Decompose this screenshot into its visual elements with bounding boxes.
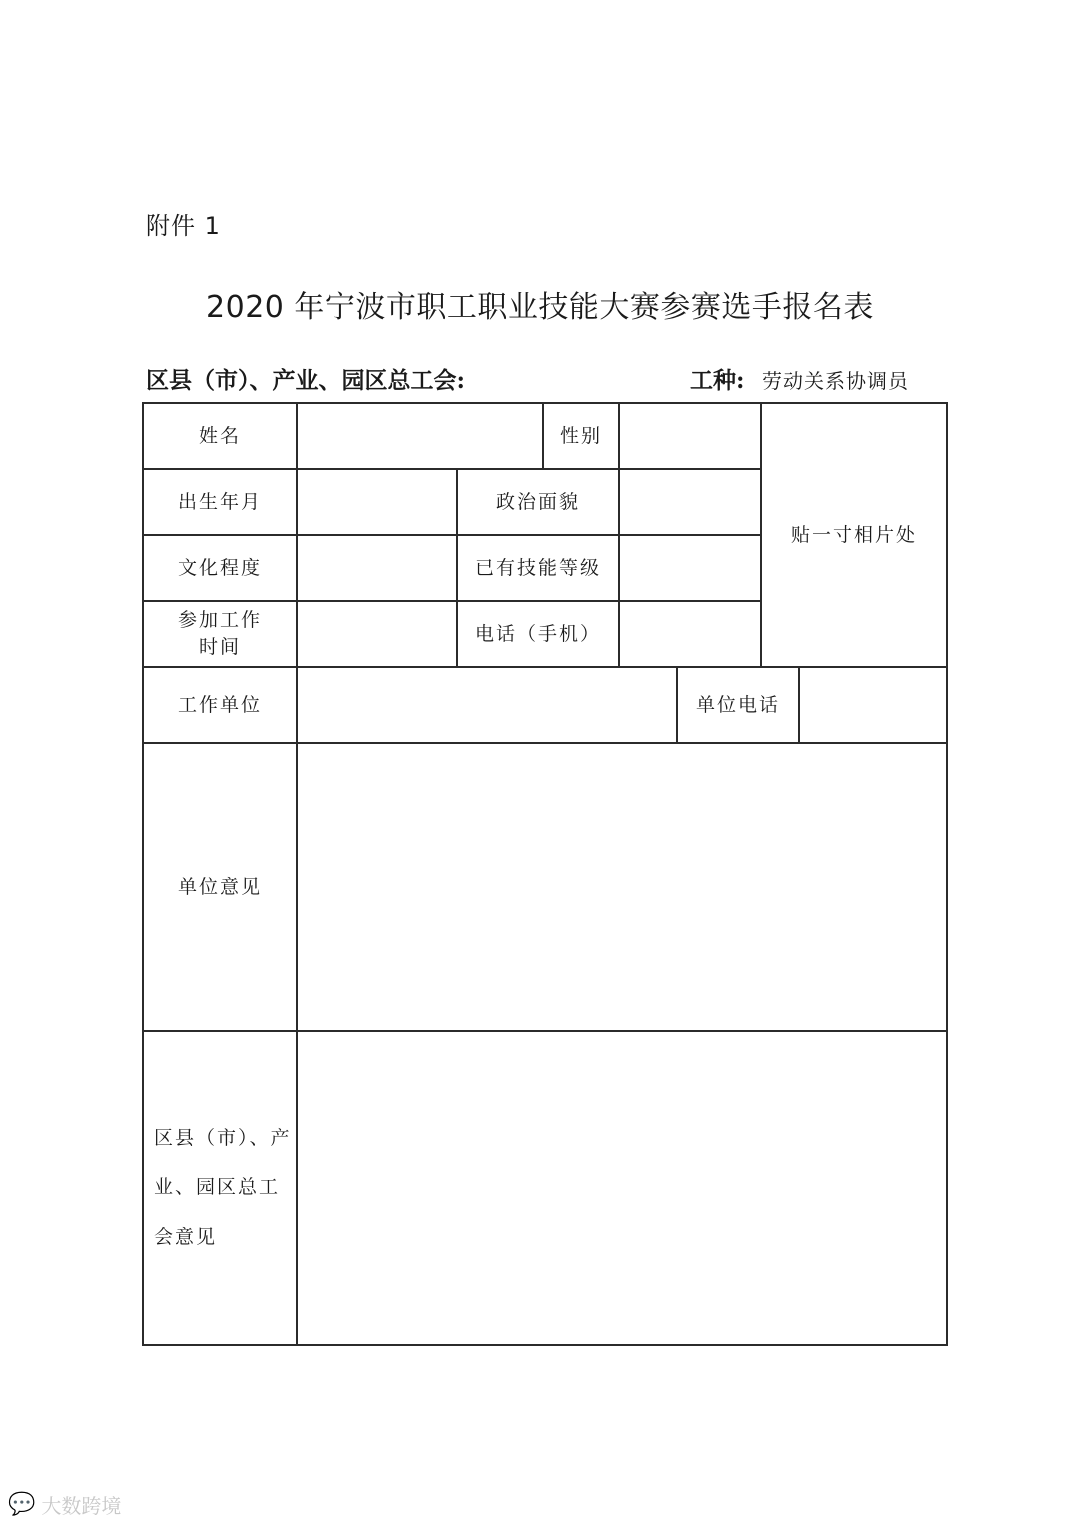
gender-label: 性别 xyxy=(542,402,620,470)
employer-field[interactable] xyxy=(296,666,678,744)
employer-opinion-label: 单位意见 xyxy=(142,742,298,1032)
work-start-label xyxy=(142,600,298,668)
work-start-label-line1: 参加工作 xyxy=(177,609,262,632)
birth-label: 出生年月 xyxy=(142,468,298,536)
skill-level-label: 已有技能等级 xyxy=(456,534,620,602)
page-title: 2020 年宁波市职工职业技能大赛参赛选手报名表 xyxy=(206,290,874,325)
attachment-label: 附件 1 xyxy=(146,212,221,240)
employer-phone-field[interactable] xyxy=(798,666,948,744)
chat-bubble-icon: 💬 xyxy=(8,1492,36,1517)
watermark-text: 大数跨境 xyxy=(41,1494,122,1518)
job-type-label: 工种: xyxy=(690,367,745,394)
union-opinion-line2: 业、园区总工 xyxy=(154,1176,281,1199)
union-opinion-field[interactable] xyxy=(296,1030,948,1346)
political-field[interactable] xyxy=(618,468,762,536)
registration-form xyxy=(142,402,948,1346)
phone-label: 电话（手机） xyxy=(456,600,620,668)
union-opinion-line1: 区县（市）、产 xyxy=(154,1126,292,1149)
union-opinion-label xyxy=(142,1030,298,1346)
name-label: 姓名 xyxy=(142,402,298,470)
employer-phone-label: 单位电话 xyxy=(676,666,800,744)
job-type-value: 劳动关系协调员 xyxy=(762,369,909,393)
name-field[interactable] xyxy=(296,402,544,470)
employer-opinion-field[interactable] xyxy=(296,742,948,1032)
employer-label: 工作单位 xyxy=(142,666,298,744)
photo-area: 贴一寸相片处 xyxy=(760,402,948,668)
watermark xyxy=(8,1490,121,1519)
gender-field[interactable] xyxy=(618,402,762,470)
work-start-field[interactable] xyxy=(296,600,458,668)
political-label: 政治面貌 xyxy=(456,468,620,536)
union-opinion-line3: 会意见 xyxy=(154,1225,218,1248)
skill-level-field[interactable] xyxy=(618,534,762,602)
phone-field[interactable] xyxy=(618,600,762,668)
education-field[interactable] xyxy=(296,534,458,602)
birth-field[interactable] xyxy=(296,468,458,536)
education-label: 文化程度 xyxy=(142,534,298,602)
work-start-label-line2: 时间 xyxy=(198,636,241,658)
union-label: 区县（市）、产业、园区总工会: xyxy=(146,367,465,394)
